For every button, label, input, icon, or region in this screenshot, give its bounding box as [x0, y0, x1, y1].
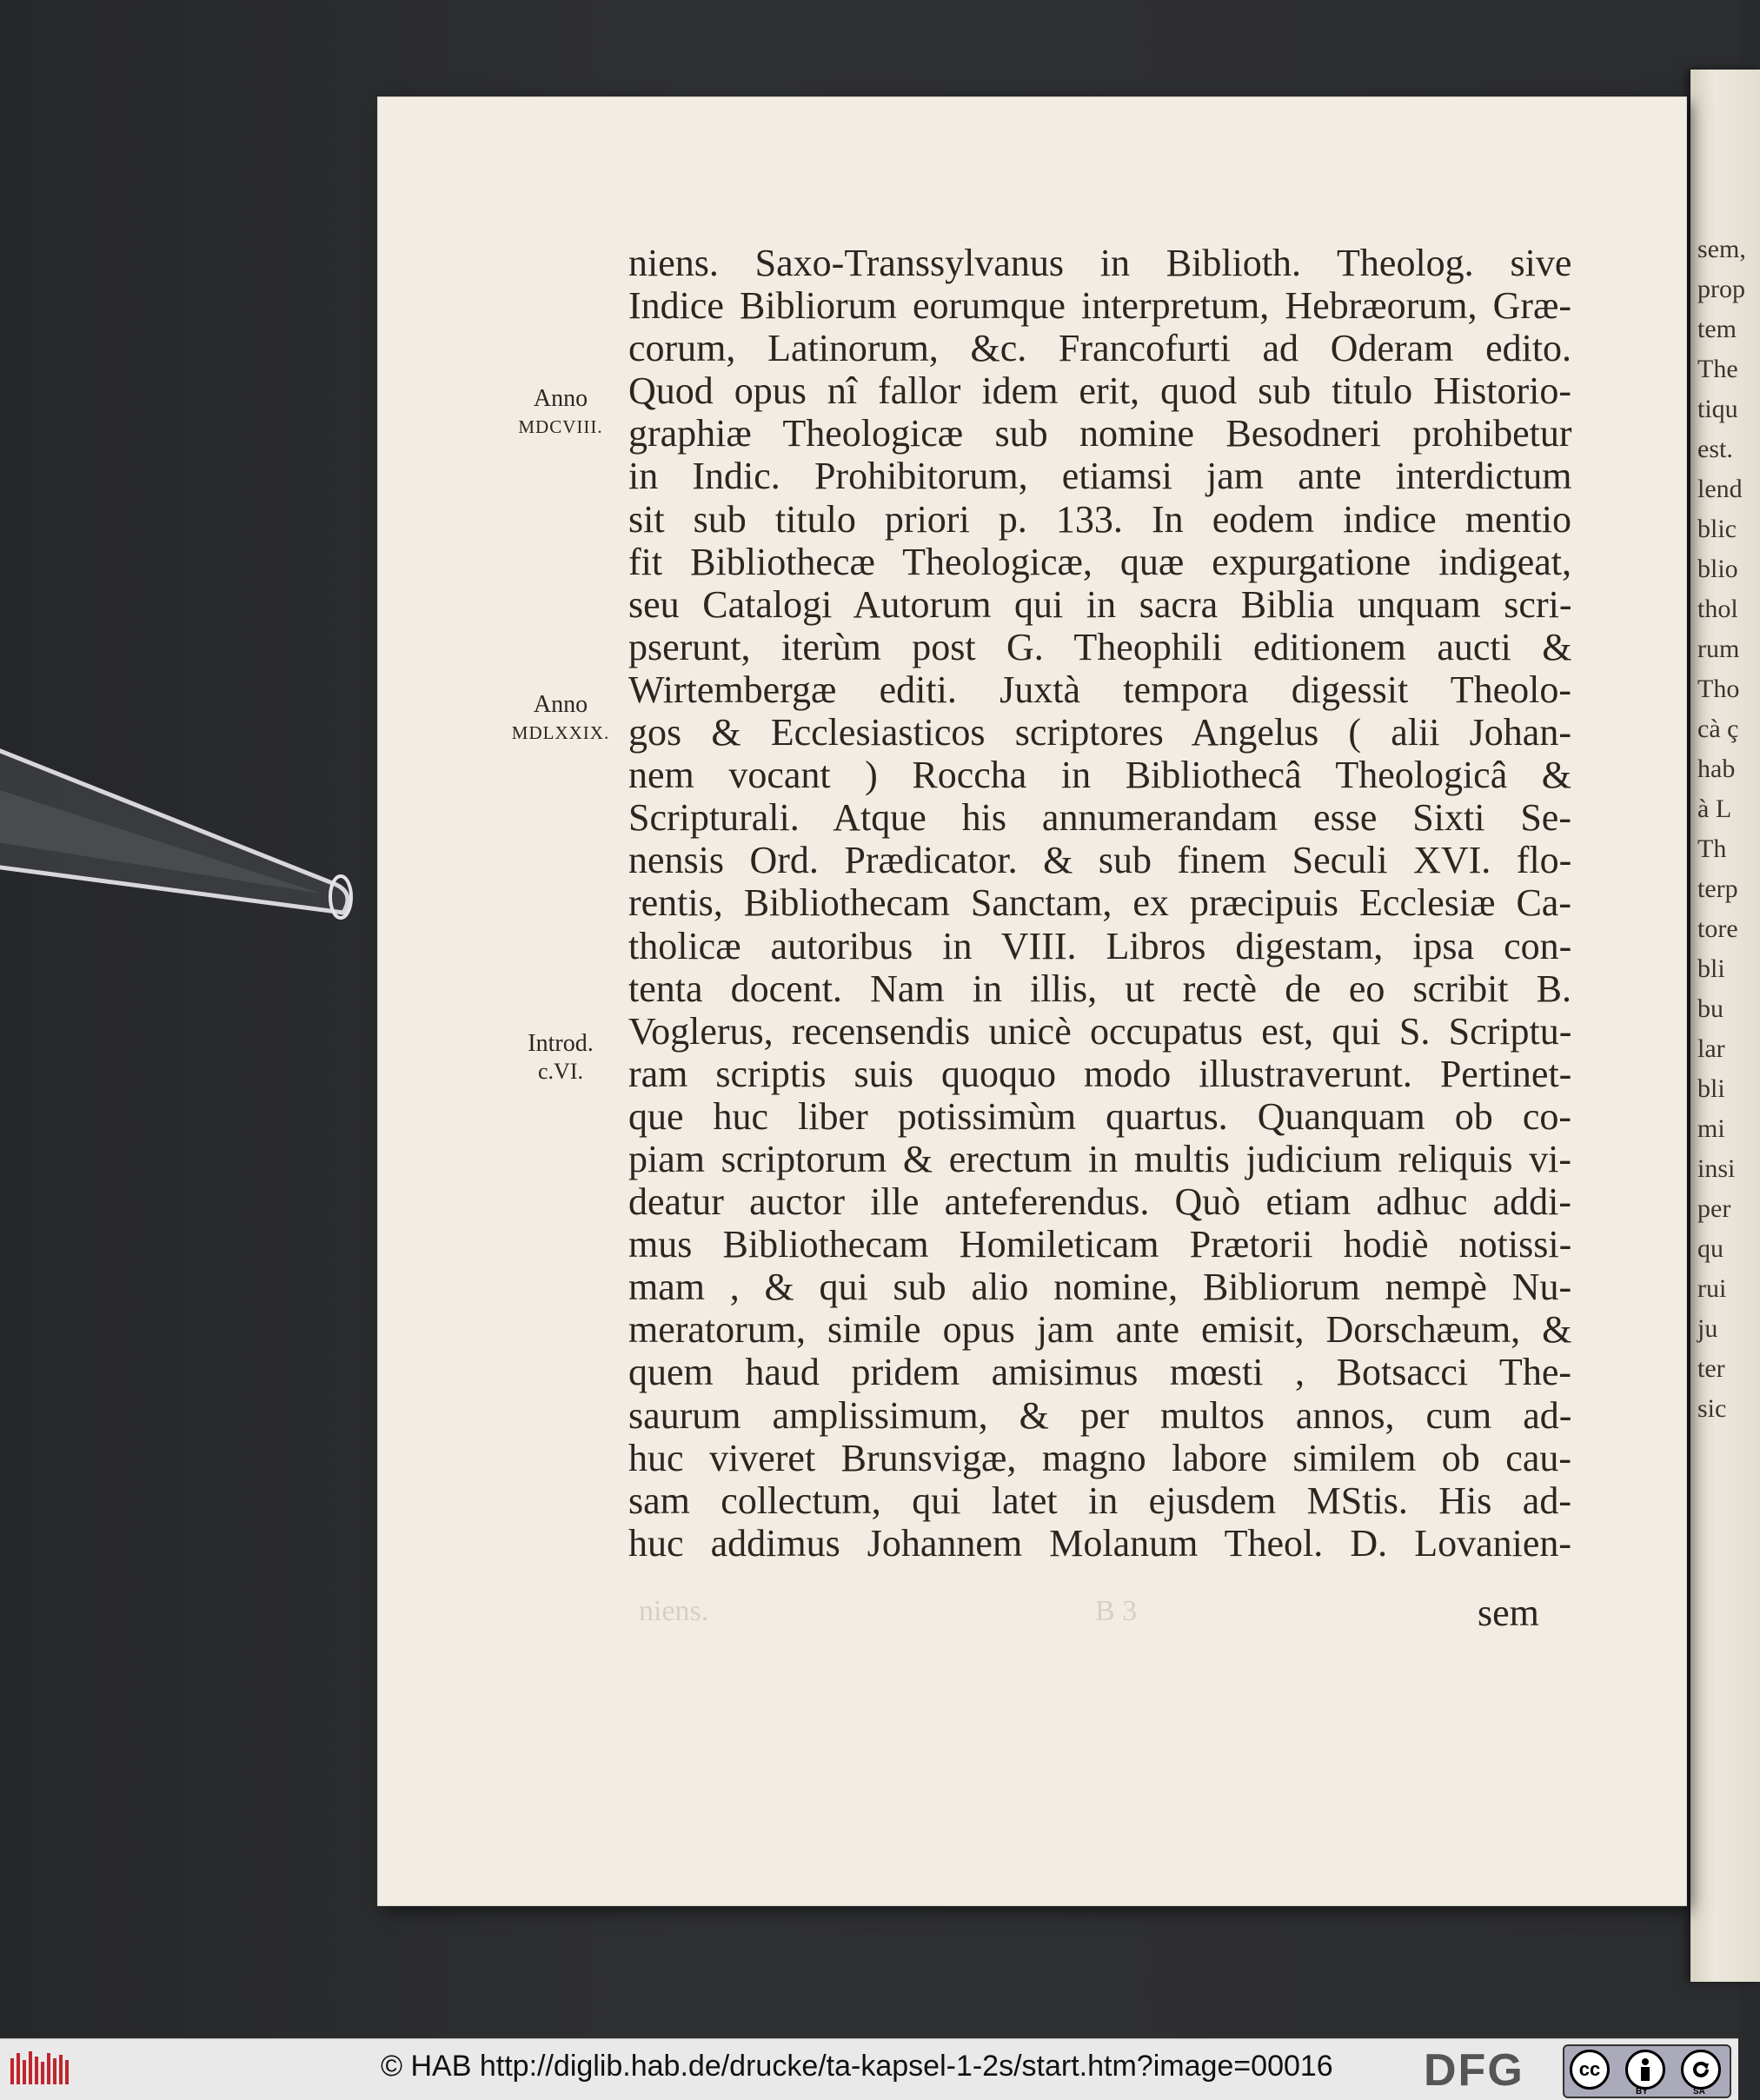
adjacent-page-fragment: bu	[1697, 994, 1723, 1023]
text-line: Scripturali. Atque his annumerandam esse Sixti Se-	[628, 796, 1571, 840]
text-line: gos & Ecclesiasticos scriptores Angelus ( alii Johan-	[628, 711, 1571, 754]
adjacent-page-fragment: sem,	[1697, 235, 1746, 263]
adjacent-page-fragment: lar	[1697, 1034, 1725, 1063]
text-line: graphiæ Theologicæ sub nomine Besodneri prohibetur	[628, 412, 1572, 455]
adjacent-page-fragment: à L	[1697, 794, 1732, 823]
text-line: deatur auctor ille anteferendus. Quò etiam adhuc addi-	[628, 1180, 1571, 1224]
text-line: mus Bibliothecam Homileticam Prætorii hodiè notissi-	[628, 1223, 1572, 1266]
adjacent-page-fragment: blic	[1697, 515, 1737, 543]
adjacent-page-fragment: est.	[1697, 435, 1733, 463]
adjacent-page-fragment: tiqu	[1697, 395, 1738, 423]
adjacent-page-fragment: cà ç	[1697, 714, 1739, 743]
adjacent-page-fragment: ju	[1697, 1314, 1718, 1343]
show-through-text: B 3	[1095, 1595, 1138, 1627]
adjacent-page-fragment: blio	[1697, 555, 1738, 583]
margin-note-chapter: c.VI.	[538, 1059, 583, 1084]
adjacent-page-fragment: Th	[1697, 834, 1727, 863]
text-line: fit Bibliothecæ Theologicæ, quæ expurgatione indigeat,	[628, 540, 1571, 583]
margin-note-label: Anno	[533, 691, 588, 718]
adjacent-page-fragment: prop	[1697, 275, 1745, 303]
margin-note-label: Introd.	[528, 1030, 594, 1057]
adjacent-page-fragment: bli	[1697, 1074, 1725, 1103]
adjacent-page-fragment: terp	[1697, 874, 1738, 903]
adjacent-page-fragment: lend	[1697, 475, 1743, 503]
by-label: BY	[1636, 2087, 1648, 2097]
adjacent-page-fragment: Tho	[1697, 675, 1740, 703]
text-line: meratorum, simile opus jam ante emisit, Dorschæum, &	[628, 1308, 1572, 1352]
adjacent-page-edge	[1690, 70, 1760, 1982]
text-line: piam scriptorum & erectum in multis judicium reliquis vi-	[628, 1137, 1572, 1180]
text-line: seu Catalogi Autorum qui in sacra Biblia unquam scri-	[628, 582, 1572, 626]
adjacent-page-fragment: qu	[1697, 1234, 1723, 1263]
catchword: sem	[1478, 1592, 1539, 1634]
adjacent-page-fragment: hab	[1697, 754, 1736, 783]
adjacent-page-fragment: mi	[1697, 1114, 1725, 1143]
text-line: nem vocant ) Roccha in Bibliothecâ Theologicâ &	[628, 754, 1572, 797]
text-line: saurum amplissimum, & per multos annos, cum ad-	[628, 1393, 1572, 1437]
margin-note-year: MDLXXIX.	[511, 722, 610, 743]
adjacent-page-fragment: rui	[1697, 1274, 1727, 1303]
text-line: Wirtembergæ editi. Juxtà tempora digessit Theolo-	[628, 668, 1571, 711]
text-line: nensis Ord. Prædicator. & sub finem Seculi XVI. flo-	[628, 839, 1572, 882]
text-line: rentis, Bibliothecam Sanctam, ex præcipuis Ecclesiæ Ca-	[628, 881, 1571, 925]
adjacent-page-fragment: ter	[1697, 1354, 1725, 1383]
margin-note-label: Anno	[533, 385, 588, 412]
adjacent-page-fragment: rum	[1697, 635, 1740, 663]
adjacent-page-fragment: tore	[1697, 914, 1738, 943]
margin-note-anno-1579	[504, 691, 617, 747]
text-line: sam collectum, qui latet in ejusdem MStis. His ad-	[628, 1479, 1571, 1522]
margin-note-year: MDCVIII.	[518, 416, 603, 437]
share-alike-icon	[1681, 2050, 1721, 2090]
creative-commons-badge[interactable]	[1563, 2044, 1731, 2098]
show-through-text: niens.	[639, 1595, 709, 1627]
adjacent-page-fragment: sic	[1697, 1394, 1727, 1423]
text-line: quem haud pridem amisimus mœsti , Botsacci The-	[628, 1351, 1571, 1394]
text-line: corum, Latinorum, &c. Francofurti ad Oderam edito.	[628, 327, 1572, 370]
copyright-link[interactable]: © HAB http://diglib.hab.de/drucke/ta-kapsel-1-2s/start.htm?image=00016	[381, 2050, 1333, 2083]
adjacent-page-fragment: thol	[1697, 595, 1738, 623]
text-line: niens. Saxo-Transsylvanus in Biblioth. Theolog. sive	[628, 242, 1572, 284]
text-line: ram scriptis suis quoquo modo illustraverunt. Pertinet-	[628, 1052, 1572, 1095]
hab-logo-icon[interactable]	[9, 2050, 71, 2090]
text-line: huc viveret Brunsvigæ, magno labore similem ob cau-	[628, 1436, 1571, 1479]
text-line: mam , & qui sub alio nomine, Bibliorum nempè Nu-	[628, 1266, 1572, 1309]
margin-note-anno-1608	[504, 385, 617, 441]
adjacent-page-fragment: tem	[1697, 315, 1737, 343]
attribution-icon	[1625, 2050, 1665, 2090]
text-line: que huc liber potissimùm quartus. Quanquam ob co-	[628, 1094, 1571, 1138]
adjacent-page-fragment: The	[1697, 355, 1738, 383]
text-line: Indice Bibliorum eorumque interpretum, Hebræorum, Græ-	[628, 284, 1571, 328]
cc-icon: cc	[1570, 2050, 1610, 2090]
body-text	[628, 242, 1571, 1565]
text-line: Quod opus nî fallor idem erit, quod sub titulo Historio-	[628, 369, 1571, 413]
sa-label: SA	[1693, 2087, 1705, 2097]
text-line: tenta docent. Nam in illis, ut rectè de eo scribit B.	[628, 967, 1571, 1010]
dfg-logo[interactable]: DFG	[1424, 2045, 1524, 2096]
text-line: Voglerus, recensendis unicè occupatus est, qui S. Scriptu-	[628, 1009, 1572, 1053]
margin-note-introd	[504, 1030, 617, 1086]
text-line: sit sub titulo priori p. 133. In eodem indice mentio	[628, 497, 1571, 541]
adjacent-page-fragment: per	[1697, 1194, 1731, 1223]
text-line: huc addimus Johannem Molanum Theol. D. Lovanien-	[628, 1521, 1571, 1565]
text-line: pserunt, iterùm post G. Theophili editionem aucti &	[628, 625, 1572, 668]
adjacent-page-fragment: insi	[1697, 1154, 1736, 1183]
viewer-footer	[0, 2038, 1738, 2100]
text-line: in Indic. Prohibitorum, etiamsi jam ante interdictum	[628, 455, 1572, 498]
text-line: tholicæ autoribus in VIII. Libros digestam, ipsa con-	[628, 924, 1572, 967]
page-holder-icon	[0, 695, 400, 921]
adjacent-page-fragment: bli	[1697, 954, 1725, 983]
